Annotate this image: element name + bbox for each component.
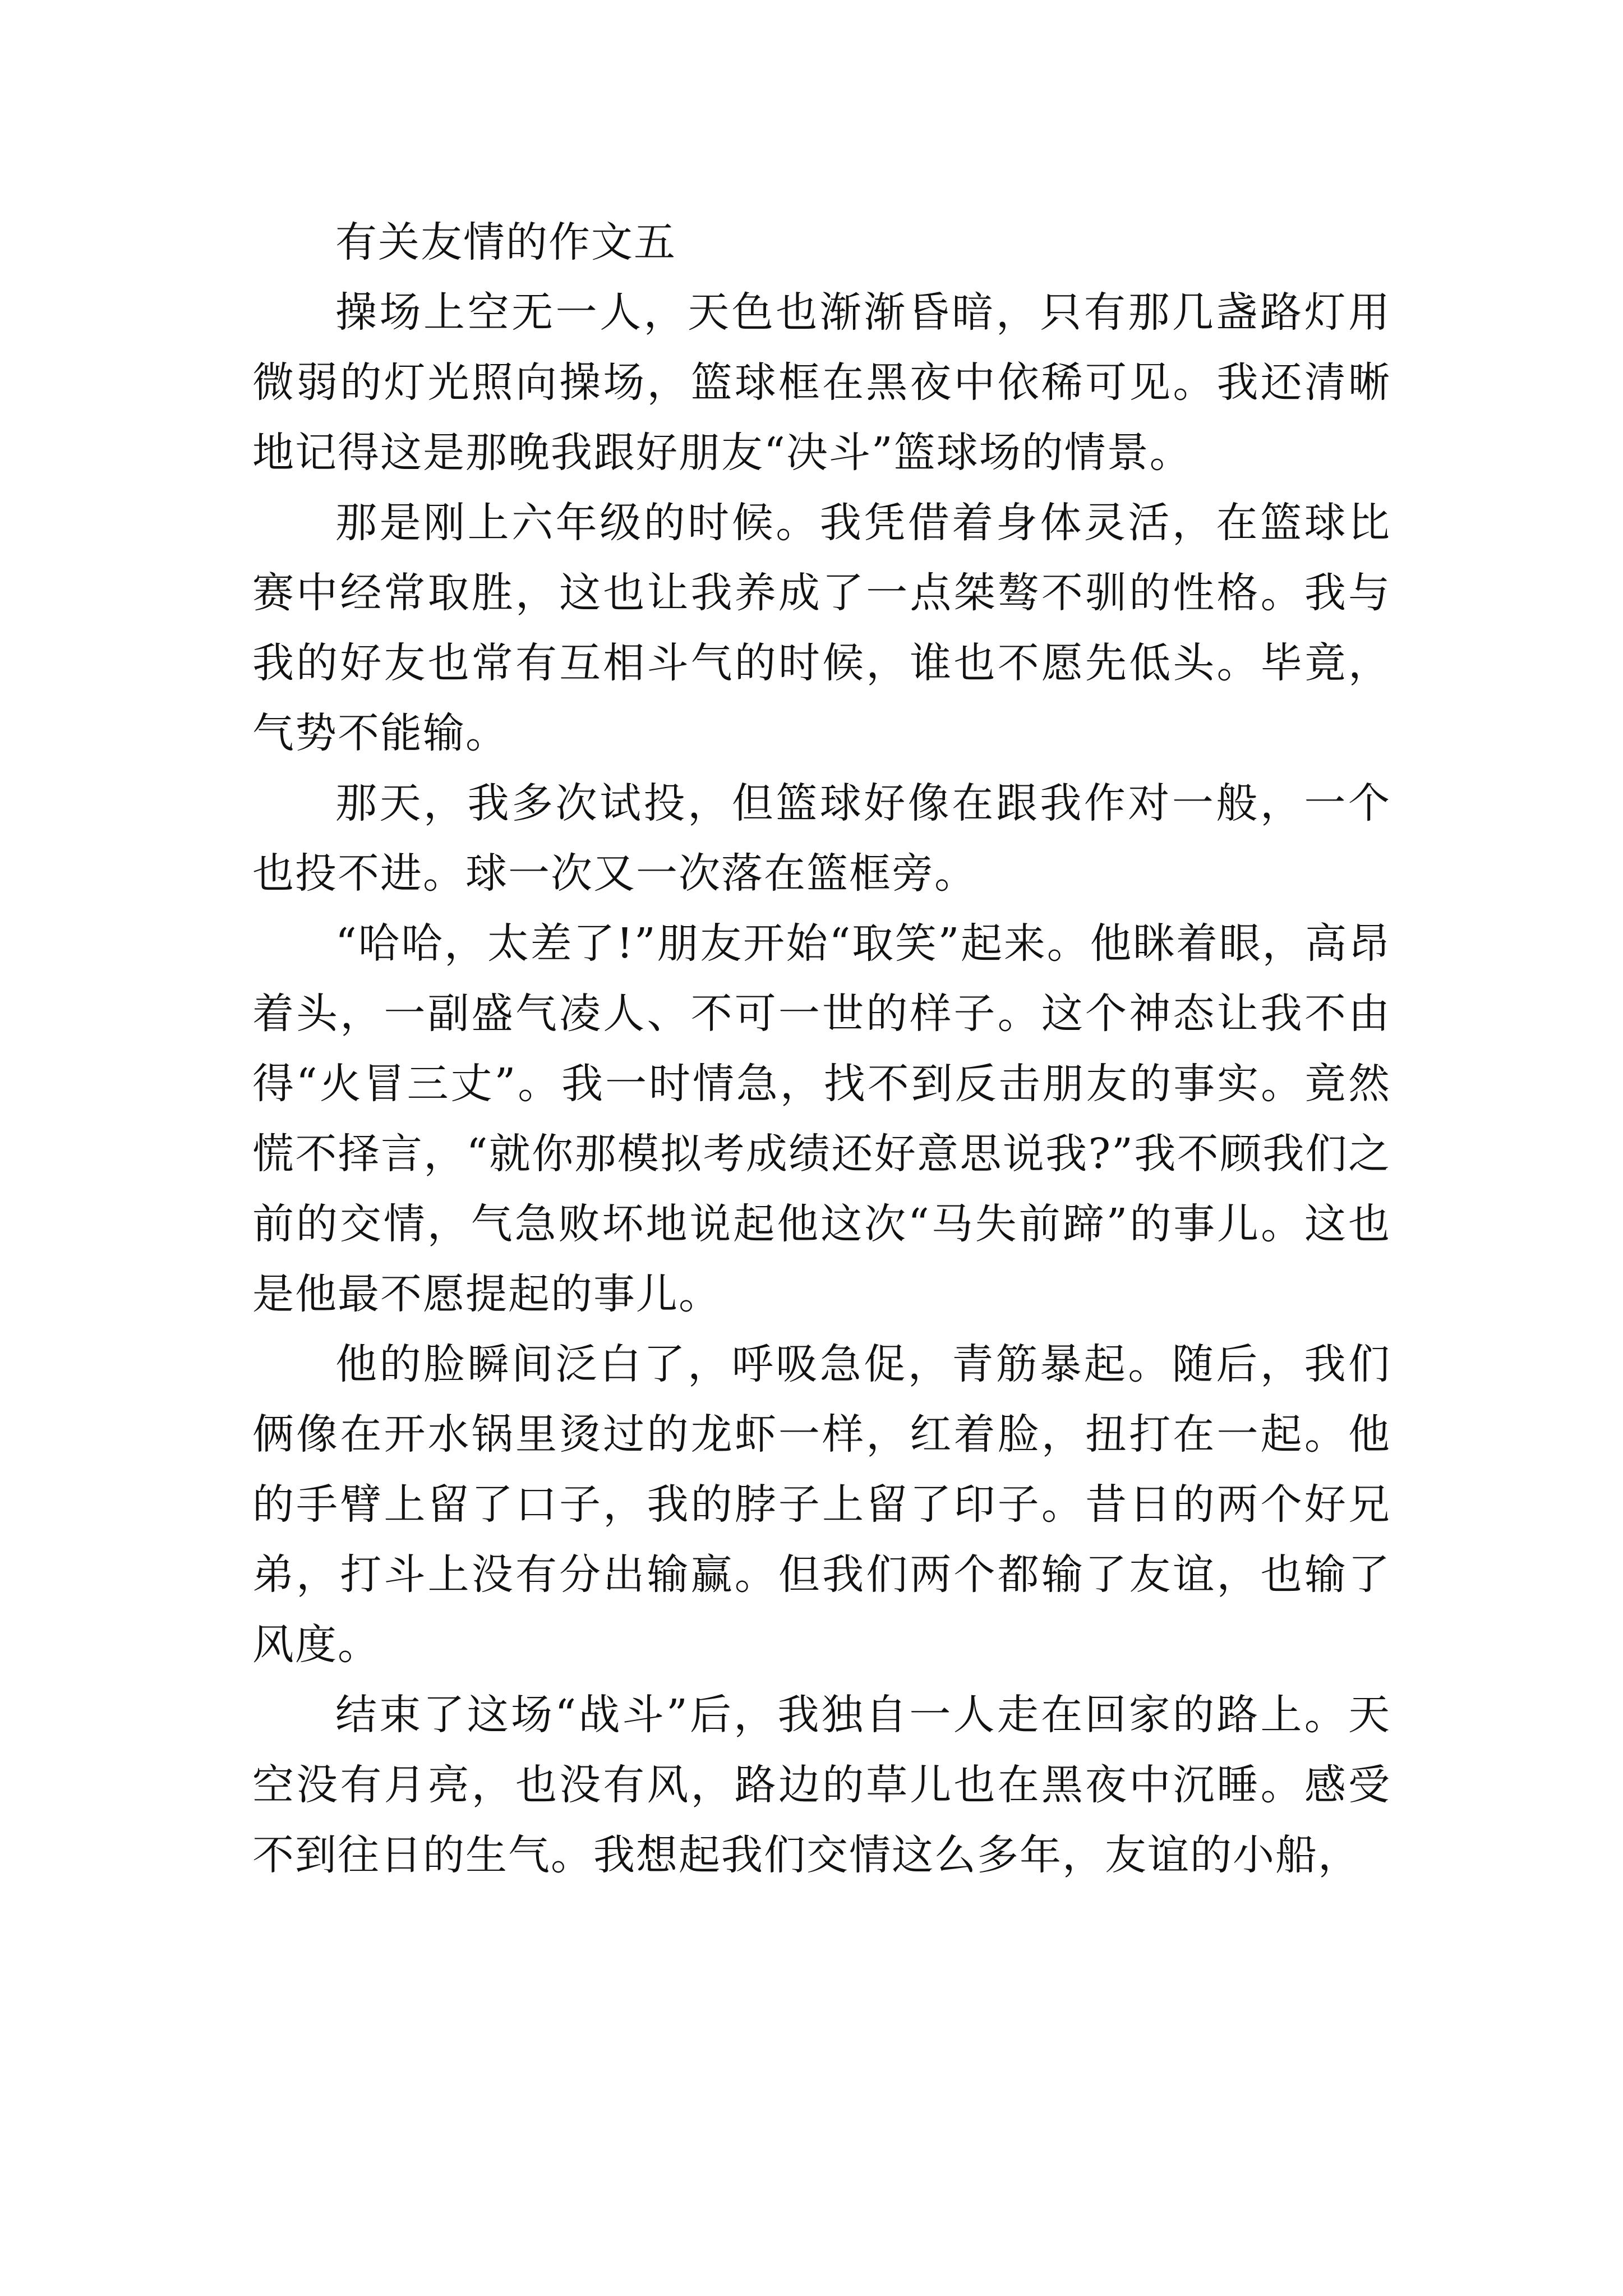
- essay-title: 有关友情的作文五: [335, 218, 676, 266]
- essay-body: [252, 208, 1391, 1890]
- paragraph-2: 那是刚上六年级的时候。我凭借着身体灵活，在篮球比赛中经常取胜，这也让我养成了一点桀骜不驯的性格。我与我的好友也常有互相斗气的时候，谁也不愿先低头。毕竟，气势不能输。: [252, 499, 1391, 757]
- paragraph-3: 那天，我多次试投，但篮球好像在跟我作对一般，一个也投不进。球一次又一次落在篮框旁。: [252, 779, 1391, 898]
- paragraph-5: 他的脸瞬间泛白了，呼吸急促，青筋暴起。随后，我们俩像在开水锅里烫过的龙虾一样，红着脸，扭打在一起。他的手臂上留了口子，我的脖子上留了印子。昔日的两个好兄弟，打斗上没有分出输赢。但我们两个都输了友谊，也输了风度。: [252, 1340, 1391, 1669]
- paragraph-6: 结束了这场“战斗”后，我独自一人走在回家的路上。天空没有月亮，也没有风，路边的草儿也在黑夜中沉睡。感受不到往日的生气。我想起我们交情这么多年，友谊的小船，: [252, 1691, 1391, 1879]
- paragraph-4: “哈哈，太差了!”朋友开始“取笑”起来。他眯着眼，高昂着头，一副盛气凌人、不可一世的样子。这个神态让我不由得“火冒三丈”。我一时情急，找不到反击朋友的事实。竟然慌不择言，“就你那模拟考成绩还好意思说我?”我不顾我们之前的交情，气急败坏地说起他这次“马失前蹄”的事儿。这也是他最不愿提起的事儿。: [252, 919, 1391, 1318]
- paragraph-1: 操场上空无一人，天色也渐渐昏暗，只有那几盏路灯用微弱的灯光照向操场，篮球框在黑夜中依稀可见。我还清晰地记得这是那晚我跟好朋友“决斗”篮球场的情景。: [252, 288, 1391, 477]
